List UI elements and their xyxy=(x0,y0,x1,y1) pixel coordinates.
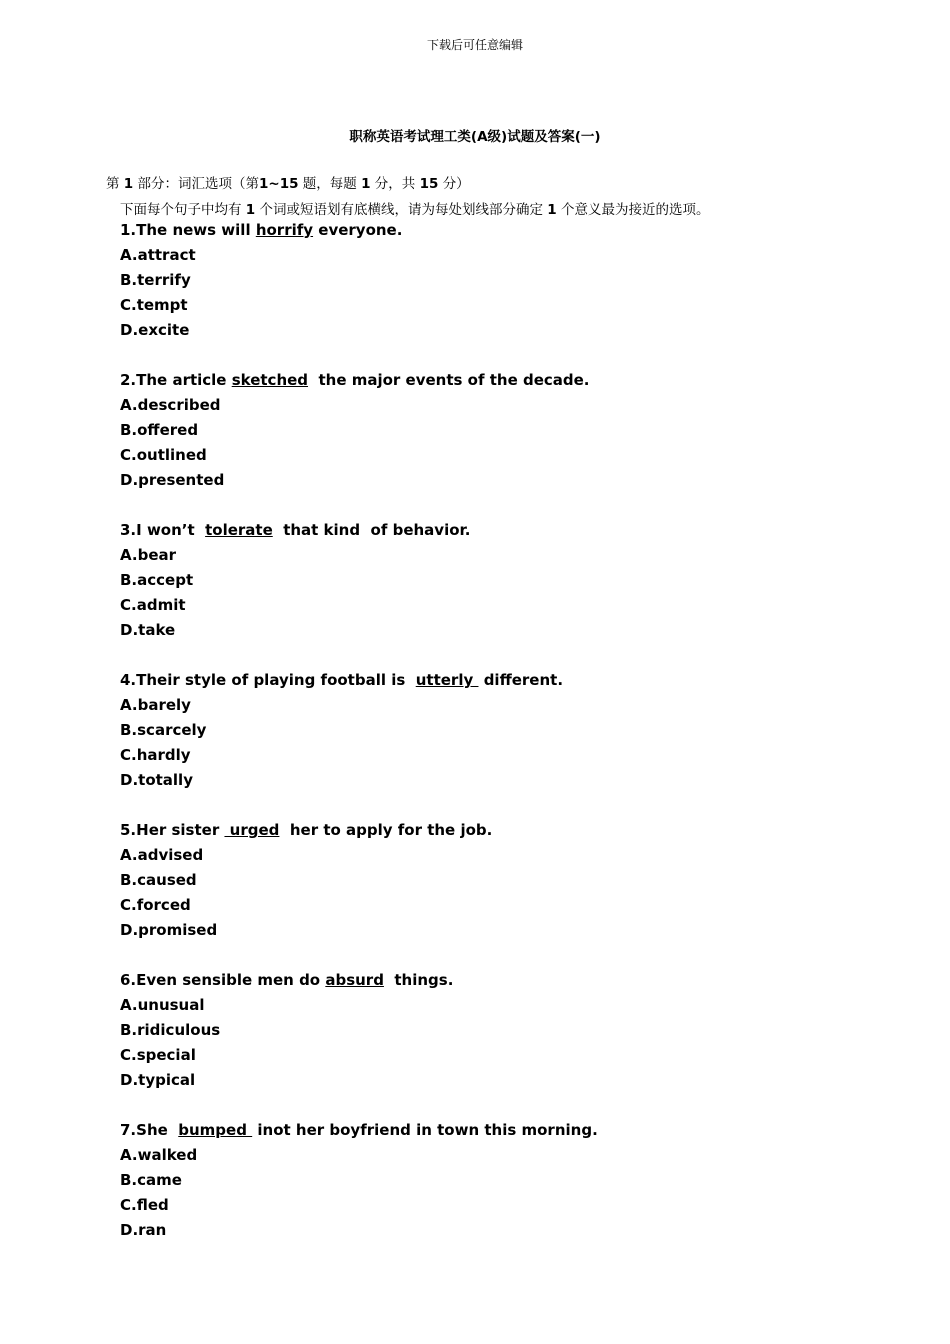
header-note: 下载后可任意编辑 xyxy=(426,38,523,52)
underlined-word: absurd xyxy=(325,971,384,989)
question-list xyxy=(120,218,900,1268)
option-b: B.offered xyxy=(120,421,199,439)
option-b: B.ridiculous xyxy=(120,1021,221,1039)
option-b: B.caused xyxy=(120,871,197,889)
question-stem: 2.The article sketched the major events of the decade. xyxy=(120,371,590,389)
option-c: C.outlined xyxy=(120,446,207,464)
option-c: C.forced xyxy=(120,896,191,914)
option-d: D.ran xyxy=(120,1221,167,1239)
underlined-word: tolerate xyxy=(205,521,273,539)
underlined-word: urged xyxy=(224,821,280,839)
question-5 xyxy=(120,818,900,943)
option-d: D.take xyxy=(120,621,176,639)
instruction-text: 下面每个句子中均有 1 个词或短语划有底横线，请为每处划线部分确定 1 个意义最为接近的选项。 xyxy=(120,202,710,218)
underlined-word: sketched xyxy=(231,371,309,389)
question-stem: 7.She bumped inot her boyfriend in town this morning. xyxy=(120,1121,598,1139)
option-c: C.fled xyxy=(120,1196,169,1214)
question-6 xyxy=(120,968,900,1093)
underlined-word: bumped xyxy=(178,1121,253,1139)
question-stem: 6.Even sensible men do absurd things. xyxy=(120,971,454,989)
question-4 xyxy=(120,668,900,793)
question-stem: 5.Her sister urged her to apply for the job. xyxy=(120,821,493,839)
option-a: A.attract xyxy=(120,246,196,264)
option-b: B.accept xyxy=(120,571,194,589)
option-a: A.walked xyxy=(120,1146,198,1164)
document-title: 职称英语考试理工类(A级)试题及答案(一) xyxy=(349,129,601,145)
option-d: D.excite xyxy=(120,321,190,339)
option-b: B.terrify xyxy=(120,271,191,289)
question-stem: 3.I won’t tolerate that kind of behavior. xyxy=(120,521,471,539)
option-a: A.barely xyxy=(120,696,191,714)
option-d: D.promised xyxy=(120,921,218,939)
option-a: A.advised xyxy=(120,846,204,864)
underlined-word: utterly xyxy=(415,671,479,689)
option-d: D.typical xyxy=(120,1071,196,1089)
option-c: C.tempt xyxy=(120,296,188,314)
option-c: C.special xyxy=(120,1046,196,1064)
option-a: A.described xyxy=(120,396,221,414)
option-a: A.bear xyxy=(120,546,177,564)
question-stem: 4.Their style of playing football is utterly different. xyxy=(120,671,564,689)
question-stem: 1.The news will horrify everyone. xyxy=(120,221,403,239)
option-b: B.came xyxy=(120,1171,182,1189)
question-7 xyxy=(120,1118,900,1243)
section-heading: 第 1 部分：词汇选项（第1~15 题，每题 1 分，共 15 分） xyxy=(106,176,470,192)
underlined-word: horrify xyxy=(255,221,314,239)
option-d: D.totally xyxy=(120,771,193,789)
option-a: A.unusual xyxy=(120,996,205,1014)
option-c: C.hardly xyxy=(120,746,191,764)
option-b: B.scarcely xyxy=(120,721,207,739)
question-2 xyxy=(120,368,900,493)
option-d: D.presented xyxy=(120,471,225,489)
question-1 xyxy=(120,218,900,343)
question-3 xyxy=(120,518,900,643)
option-c: C.admit xyxy=(120,596,186,614)
